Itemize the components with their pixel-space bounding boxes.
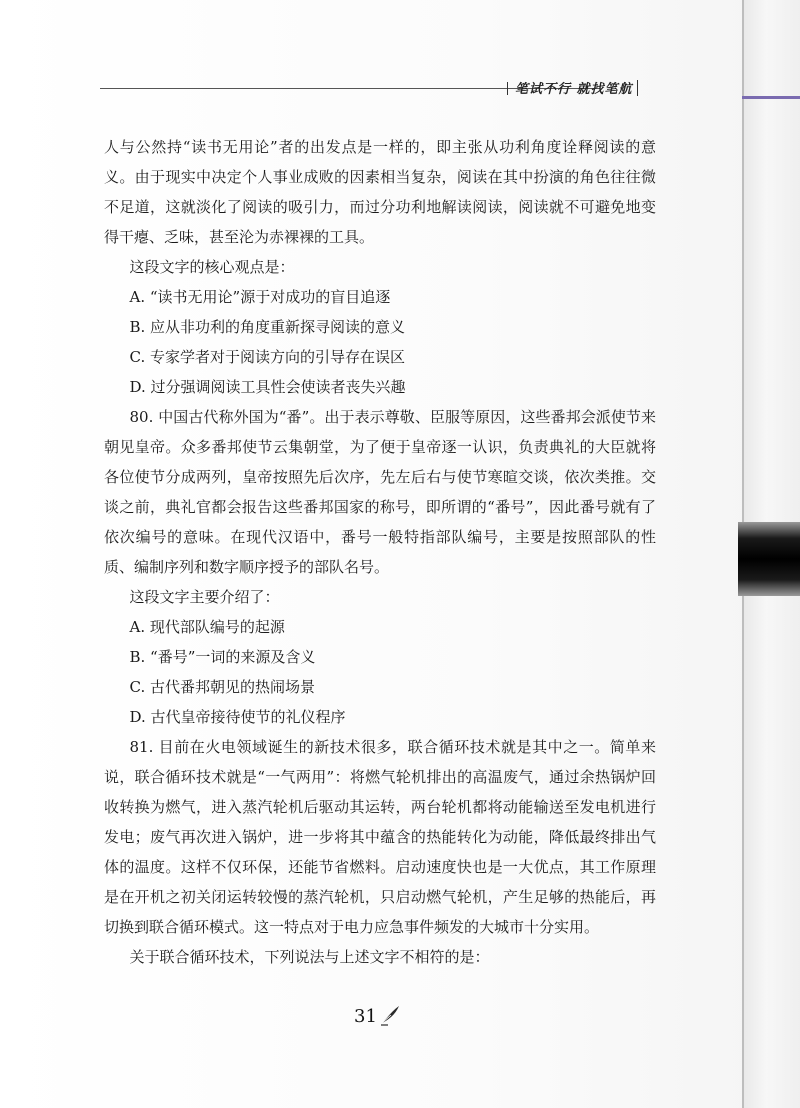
q80-passage: 80. 中国古代称外国为“番”。出于表示尊敬、臣服等原因，这些番邦会派使节来朝见皇帝。众多番邦使节云集朝堂，为了便于皇帝逐一认识，负责典礼的大臣就将各位使节分成两列，皇帝按照先后次序，先左后右与使节寒暄交谈，依次类推。交谈之前，典礼官都会报告这些番邦国家的称号，即所谓的“番号”，因此番号就有了依次编号的意味。在现代汉语中，番号一般特指部队编号，主要是按照部队的性质、编制序列和数字顺序授予的部队名号。 — [104, 408, 656, 576]
q80-option-a: A. 现代部队编号的起源 — [129, 618, 285, 636]
page-number: 31 — [354, 1006, 377, 1027]
q80-option-b: B. “番号”一词的来源及含义 — [129, 648, 316, 666]
header-rule-tick — [507, 82, 508, 95]
q80-question: 这段文字主要介绍了： — [129, 588, 280, 606]
q80-option-d: D. 古代皇帝接待使节的礼仪程序 — [129, 708, 346, 726]
feather-pen-icon — [379, 1004, 401, 1026]
header-tag: 笔试不行 就找笔航 — [515, 82, 633, 97]
passage-79-tail: 人与公然持“读书无用论”者的出发点是一样的，即主张从功利角度诠释阅读的意义。由于现实中决定个人事业成败的因素相当复杂，阅读在其中扮演的角色往往微不足道，这就淡化了阅读的吸引力，而过分功利地解读阅读，阅读就不可避免地变得干瘪、乏味，甚至沦为赤裸裸的工具。 — [104, 138, 656, 246]
q79-question: 这段文字的核心观点是： — [129, 258, 295, 276]
header-tag-bar — [637, 80, 638, 96]
thumb-tab-black — [738, 522, 800, 596]
thumb-tab-purple — [742, 96, 800, 99]
q79-option-c: C. 专家学者对于阅读方向的引导存在误区 — [129, 348, 405, 366]
q79-option-a: A. “读书无用论”源于对成功的盲目追逐 — [129, 288, 391, 306]
page-content — [104, 132, 656, 972]
q81-passage: 81. 目前在火电领域诞生的新技术很多，联合循环技术就是其中之一。简单来说，联合循环技术就是“一气两用”：将燃气轮机排出的高温废气，通过余热锅炉回收转换为燃气，进入蒸汽轮机后驱动其运转，两台轮机都将动能输送至发电机进行发电；废气再次进入锅炉，进一步将其中蕴含的热能转化为动能，降低最终排出气体的温度。这样不仅环保，还能节省燃料。启动速度快也是一大优点，其工作原理是在开机之初关闭运转较慢的蒸汽轮机，只启动燃气轮机，产生足够的热能后，再切换到联合循环模式。这一特点对于电力应急事件频发的大城市十分实用。 — [104, 738, 656, 936]
q79-option-b: B. 应从非功利的角度重新探寻阅读的意义 — [129, 318, 406, 336]
q79-option-d: D. 过分强调阅读工具性会使读者丧失兴趣 — [129, 378, 406, 396]
q80-option-c: C. 古代番邦朝见的热闹场景 — [129, 678, 315, 696]
q81-question: 关于联合循环技术，下列说法与上述文字不相符的是： — [129, 948, 490, 966]
